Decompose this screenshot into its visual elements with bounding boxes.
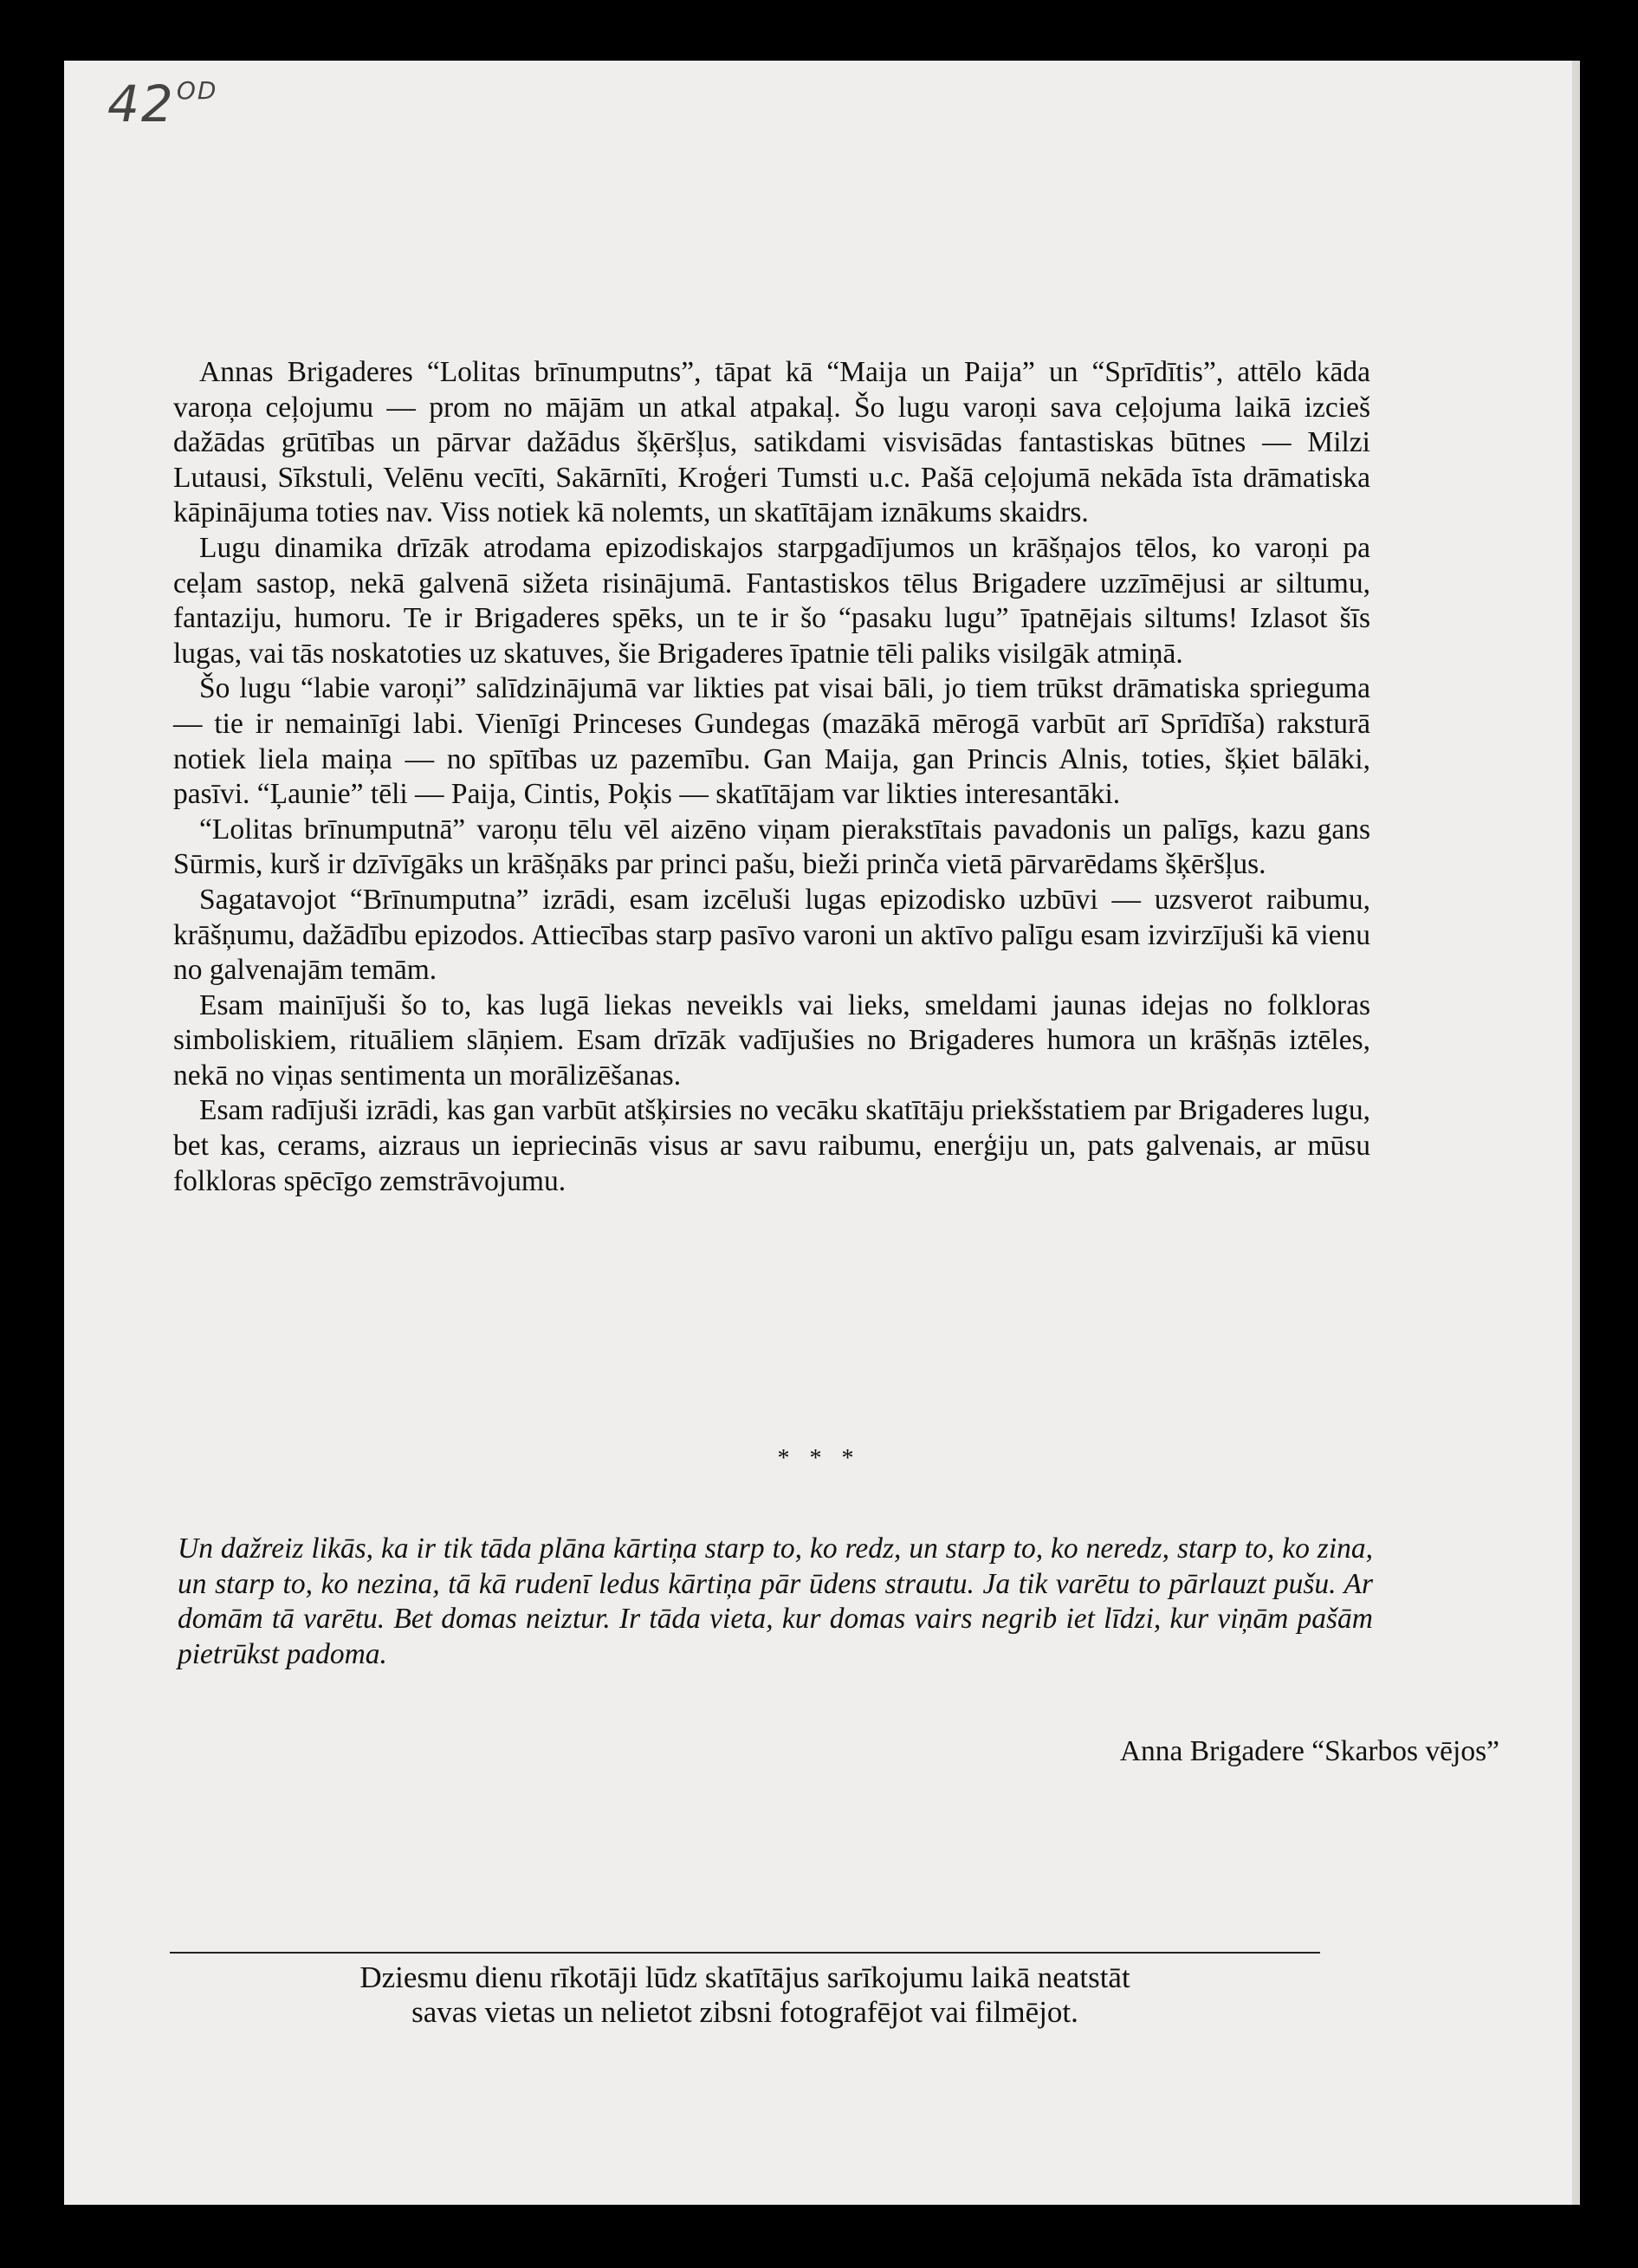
handwritten-page-number <box>107 75 217 133</box>
quote-attribution: Anna Brigadere “Skarbos vējos” <box>1119 1735 1499 1767</box>
paragraph: Esam mainījuši šo to, kas lugā liekas neveikls vai lieks, smeldami jaunas idejas no folkloras simboliskiem, rituāliem slāņiem. Esam drīzāk vadījušies no Brigaderes humora un krāšņās iztēles, nekā no viņas sentimenta un morālizēšanas. <box>173 988 1370 1092</box>
epigraph-quote: Un dažreiz likās, ka ir tik tāda plāna kārtiņa starp to, ko redz, un starp to, ko neredz, starp to, ko zina, un starp to, ko nezina, tā kā rudenī ledus kārtiņa pār ūdens strautu. Ja tik varētu to pārlauzt pušu. Ar domām tā varētu. Bet domas neiztur. Ir tāda vieta, kur domas vairs negrib iet līdzi, kur viņām pašām pietrūkst padoma. <box>178 1533 1373 1670</box>
section-separator: * * * <box>777 1445 861 1472</box>
paragraph: Esam radījuši izrādi, kas gan varbūt atšķirsies no vecāku skatītāju priekšstatiem par Brigaderes lugu, bet kas, cerams, aizraus un iepriecinās visus ar savu raibumu, enerģiju un, pats galvenais, ar mūsu folkloras spēcīgo zemstrāvojumu. <box>173 1094 1370 1197</box>
page-edge <box>1572 61 1580 2205</box>
paragraph: Šo lugu “labie varoņi” salīdzinājumā var likties pat visai bāli, jo tiem trūkst drāmatiska sprieguma — tie ir nemainīgi labi. Vienīgi Princeses Gundegas (mazākā mērogā varbūt arī Sprīdīša) raksturā notiek liela maiņa — no spītības uz pazemību. Gan Maija, gan Princis Alnis, toties, šķiet bālāki, pasīvi. “Ļaunie” tēli — Paija, Cintis, Poķis — skatītājam var likties interesantāki. <box>173 672 1370 811</box>
paragraph: “Lolitas brīnumputnā” varoņu tēlu vēl aizēno viņam pierakstītais pavadonis un palīgs, kazu gans Sūrmis, kurš ir dzīvīgāks un krāšņāks par princi pašu, bieži prinča vietā pārvarēdams šķēršļus. <box>173 813 1370 881</box>
body-text <box>173 355 1370 1199</box>
notice-line: Dziesmu dienu rīkotāji lūdz skatītājus sarīkojumu laikā neatstāt <box>359 1960 1130 1994</box>
handwritten-number: 42 <box>107 75 175 133</box>
paragraph: Annas Brigaderes “Lolitas brīnumputns”, tāpat kā “Maija un Paija” un “Sprīdītis”, attēlo kāda varoņa ceļojumu — prom no mājām un atkal atpakaļ. Šo lugu varoņi sava ceļojuma laikā izcieš dažādas grūtības un pārvar dažādus šķēršļus, satikdami visvisādas fantastiskas būtnes — Milzi Lutausi, Sīkstuli, Velēnu vecīti, Sakārnīti, Kroģeri Tumsti u.c. Pašā ceļojumā nekāda īsta drāmatiska kāpinājuma toties nav. Viss notiek kā nolemts, un skatītājam iznākums skaidrs. <box>173 356 1370 529</box>
audience-notice <box>170 1960 1320 2030</box>
divider-line <box>170 1952 1320 1954</box>
paragraph: Lugu dinamika drīzāk atrodama epizodiskajos starpgadījumos un krāšņajos tēlos, ko varoņi pa ceļam sastop, nekā galvenā sižeta risinājumā. Fantastiskos tēlus Brigadere uzzīmējusi ar siltumu, fantaziju, humoru. Te ir Brigaderes spēks, un te ir šo “pasaku lugu” īpatnējais siltums! Izlasot šīs lugas, vai tās noskatoties uz skatuves, šie Brigaderes īpatnie tēli paliks visilgāk atmiņā. <box>173 531 1370 670</box>
paragraph: Sagatavojot “Brīnumputna” izrādi, esam izcēluši lugas epizodisko uzbūvi — uzsverot raibumu, krāšņumu, dažādību epizodos. Attiecības starp pasīvo varoni un aktīvo palīgu esam izvirzījuši kā vienu no galvenajām temām. <box>173 883 1370 987</box>
handwritten-superscript: OD <box>176 76 218 105</box>
notice-line: savas vietas un nelietot zibsni fotografējot vai filmējot. <box>411 1995 1078 2029</box>
